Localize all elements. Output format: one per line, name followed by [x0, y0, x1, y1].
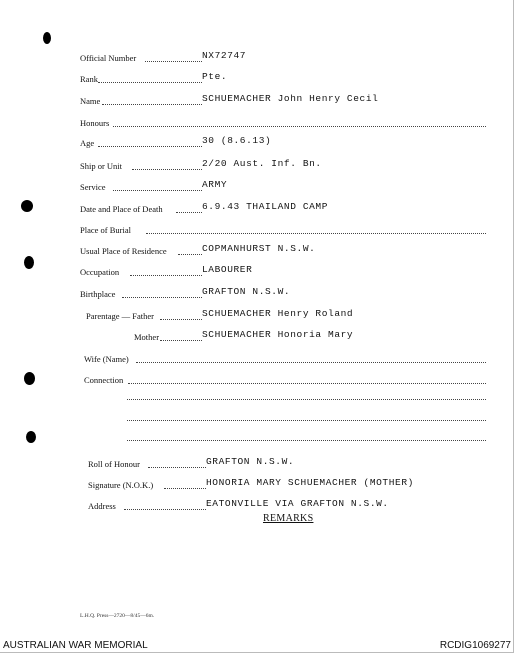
field-label: Parentage — Father — [86, 311, 154, 321]
field-value: 2/20 Aust. Inf. Bn. — [202, 158, 322, 169]
field-dotted-line — [145, 61, 202, 62]
field-dotted-line — [122, 297, 202, 298]
field-label: Birthplace — [80, 289, 116, 299]
binder-hole — [43, 32, 51, 44]
field-label: Usual Place of Residence — [80, 246, 167, 256]
field-label: Connection — [84, 375, 124, 385]
connection-blank-line — [127, 399, 486, 400]
field-value: NX72747 — [202, 50, 247, 61]
field-value: GRAFTON N.S.W. — [202, 286, 291, 297]
field-label: Rank — [80, 74, 98, 84]
field-address — [0, 497, 515, 511]
field-official-number — [0, 49, 515, 63]
field-dotted-line — [176, 212, 202, 213]
field-value: EATONVILLE VIA GRAFTON N.S.W. — [206, 498, 389, 509]
field-label: Wife (Name) — [84, 354, 129, 364]
field-label: Occupation — [80, 267, 120, 277]
field-value: 30 (8.6.13) — [202, 135, 272, 146]
field-value: SCHUEMACHER Honoria Mary — [202, 329, 354, 340]
field-dotted-line — [160, 340, 202, 341]
field-label: Mother — [134, 332, 160, 342]
field-dotted-line — [164, 488, 206, 489]
field-label: Address — [88, 501, 116, 511]
field-occupation — [0, 263, 515, 277]
field-dotted-line — [98, 82, 202, 83]
field-signature-nok — [0, 476, 515, 490]
connection-blank-line — [127, 420, 486, 421]
field-value: HONORIA MARY SCHUEMACHER (MOTHER) — [206, 477, 414, 488]
field-dotted-line — [136, 362, 486, 363]
field-value: LABOURER — [202, 264, 253, 275]
connection-blank-line — [127, 440, 486, 441]
field-dotted-line — [160, 319, 202, 320]
field-value: SCHUEMACHER Henry Roland — [202, 308, 354, 319]
field-mother — [0, 328, 515, 342]
field-usual-residence — [0, 242, 515, 256]
field-label: Date and Place of Death — [80, 204, 163, 214]
field-label: Official Number — [80, 53, 137, 63]
field-value: GRAFTON N.S.W. — [206, 456, 295, 467]
field-label: Service — [80, 182, 106, 192]
field-birthplace — [0, 285, 515, 299]
field-value: Pte. — [202, 71, 228, 82]
field-place-of-burial — [0, 221, 515, 235]
field-dotted-line — [130, 275, 202, 276]
field-value: SCHUEMACHER John Henry Cecil — [202, 93, 379, 104]
field-label: Place of Burial — [80, 225, 131, 235]
field-dotted-line — [178, 254, 202, 255]
field-value: COPMANHURST N.S.W. — [202, 243, 316, 254]
remarks-heading: REMARKS — [263, 513, 314, 524]
field-honours — [0, 114, 515, 128]
field-rank — [0, 70, 515, 84]
field-label: Signature (N.O.K.) — [88, 480, 154, 490]
field-dotted-line — [146, 233, 486, 234]
field-dotted-line — [102, 104, 202, 105]
field-roll-of-honour — [0, 455, 515, 469]
archive-caption-right: RCDIG1069277 — [439, 640, 511, 651]
field-connection — [0, 371, 515, 385]
field-dotted-line — [113, 190, 202, 191]
field-service — [0, 178, 515, 192]
field-value: ARMY — [202, 179, 228, 190]
field-name — [0, 92, 515, 106]
field-wife — [0, 350, 515, 364]
field-date-place-of-death — [0, 200, 515, 214]
field-value: 6.9.43 THAILAND CAMP — [202, 201, 329, 212]
field-label: Ship or Unit — [80, 161, 123, 171]
print-code: L.H.Q. Press—2720—8/45—6m. — [80, 613, 155, 619]
field-label: Roll of Honour — [88, 459, 140, 469]
field-age — [0, 134, 515, 148]
field-dotted-line — [113, 126, 486, 127]
field-dotted-line — [124, 509, 206, 510]
field-dotted-line — [132, 169, 202, 170]
field-ship-or-unit — [0, 157, 515, 171]
field-parentage-father — [0, 307, 515, 321]
field-dotted-line — [98, 146, 202, 147]
field-label: Name — [80, 96, 101, 106]
binder-hole — [26, 431, 36, 443]
field-dotted-line — [148, 467, 206, 468]
archive-caption-left: AUSTRALIAN WAR MEMORIAL — [3, 640, 148, 651]
field-dotted-line — [128, 383, 486, 384]
field-label: Age — [80, 138, 95, 148]
field-label: Honours — [80, 118, 110, 128]
